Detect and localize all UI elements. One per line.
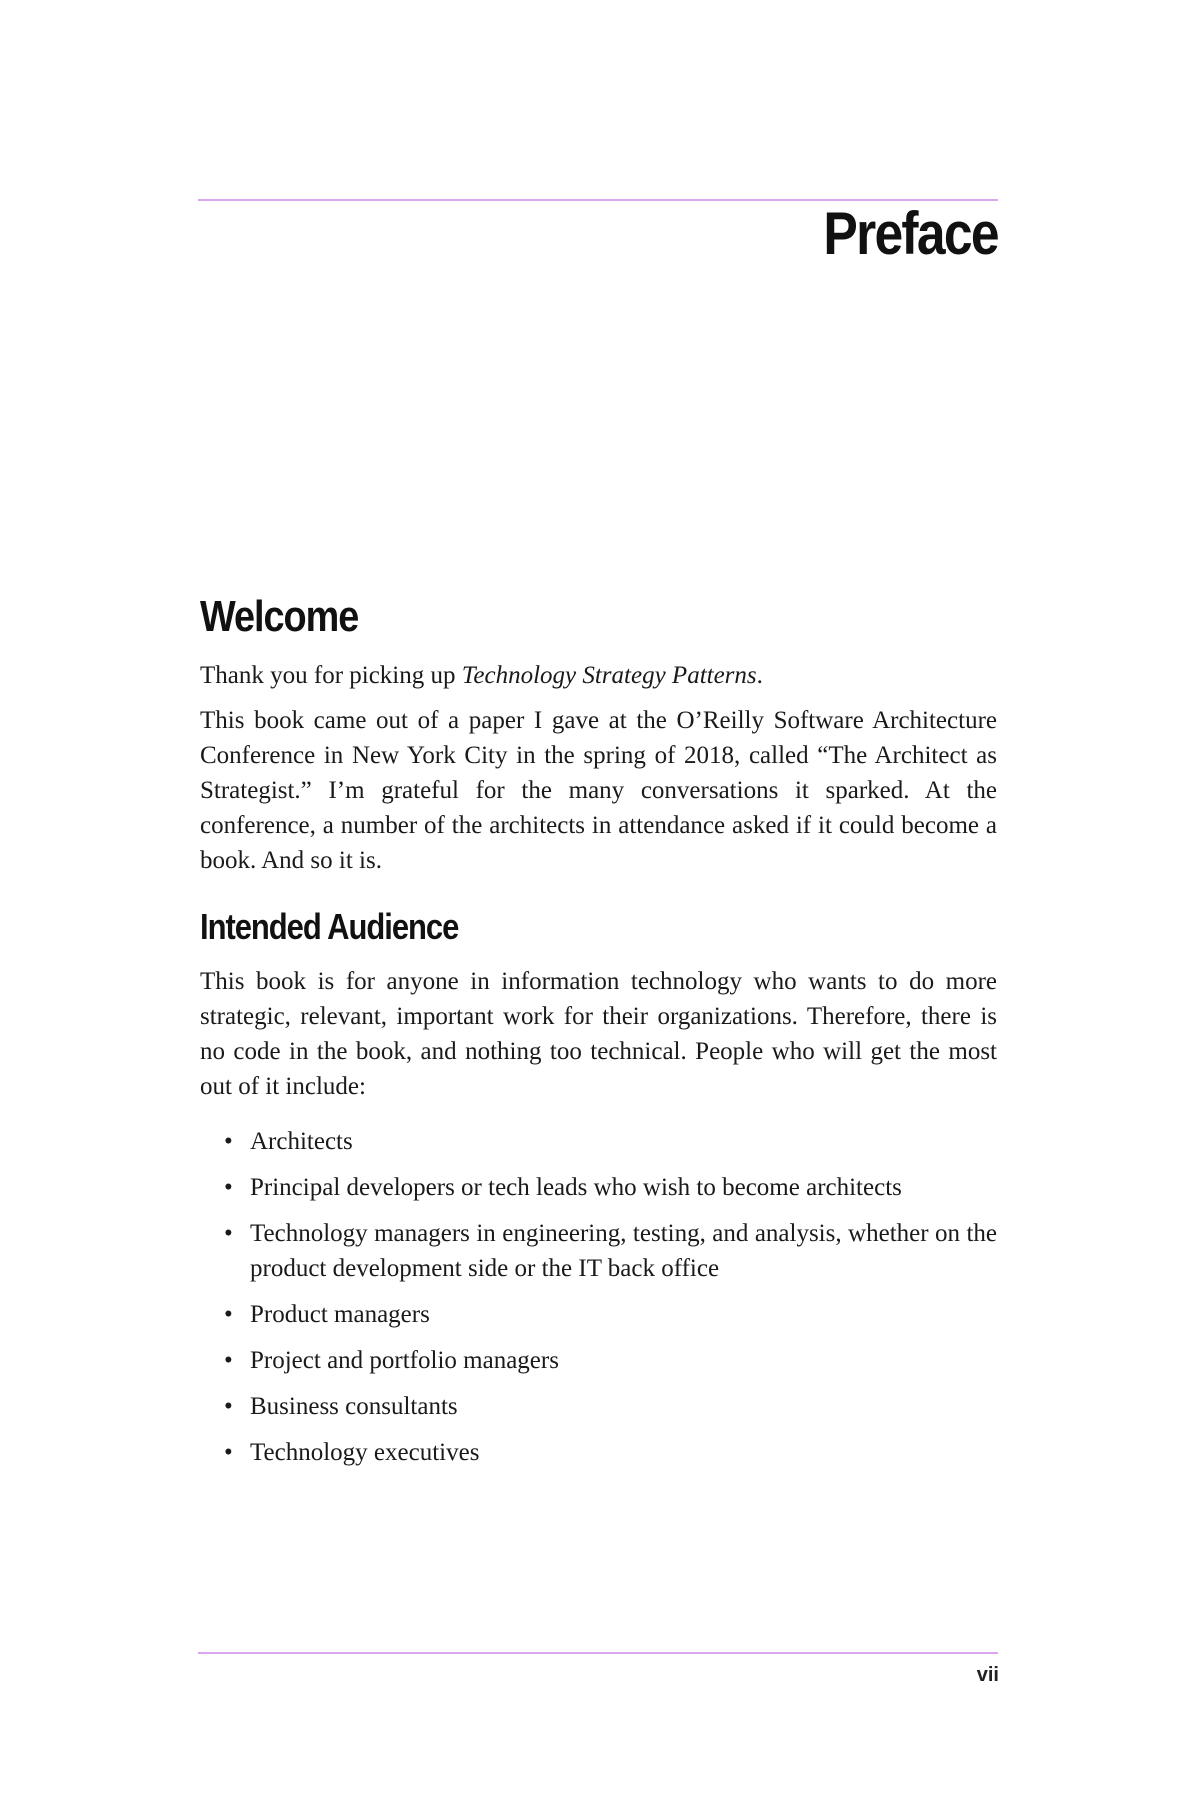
bullet-icon: • — [224, 1220, 233, 1247]
welcome-paragraph: This book came out of a paper I gave at the O’Reilly Software Architecture Conference in New York City in the spring of 2018, called “The Architect as Strategist.” I’m grateful for the many conversations it sparked. At the conference, a number of the architects in attendance asked if it could become a book. And so it is. — [200, 707, 997, 874]
audience-paragraph: This book is for anyone in information technology who wants to do more strategic, relevant, important work for their organizations. Therefore, there is no code in the book, and nothing too technical. People who will get the most out of it include: — [200, 968, 997, 1100]
page-number: vii — [976, 1664, 999, 1686]
list-item-text: Principal developers or tech leads who wish to become architects — [250, 1174, 902, 1201]
book-title: Technology Strategy Patterns — [461, 662, 757, 689]
bullet-icon: • — [224, 1174, 233, 1201]
list-item — [200, 1389, 997, 1424]
bullet-icon: • — [224, 1347, 233, 1374]
bullet-icon: • — [224, 1128, 233, 1155]
audience-list — [200, 1124, 997, 1470]
bullet-icon: • — [224, 1301, 233, 1328]
bullet-icon: • — [224, 1439, 233, 1466]
list-item — [200, 1216, 997, 1286]
bullet-icon: • — [224, 1393, 233, 1420]
chapter-title: Preface — [823, 200, 998, 267]
list-item-text: Technology managers in engineering, testing, and analysis, whether on the product development side or the IT back office — [250, 1220, 997, 1282]
bottom-rule — [198, 1652, 998, 1654]
list-item — [200, 1124, 997, 1159]
section-heading-welcome: Welcome — [200, 592, 359, 641]
list-item-text: Technology executives — [250, 1439, 480, 1466]
list-item-text: Product managers — [250, 1301, 430, 1328]
intro-prefix: Thank you for picking up — [200, 662, 462, 689]
intro-suffix: . — [756, 662, 763, 689]
list-item — [200, 1343, 997, 1378]
page-body — [200, 592, 997, 1481]
list-item-text: Architects — [250, 1128, 353, 1155]
welcome-intro-paragraph — [200, 658, 997, 693]
list-item — [200, 1170, 997, 1205]
list-item-text: Business consultants — [250, 1393, 458, 1420]
list-item — [200, 1297, 997, 1332]
section-heading-audience: Intended Audience — [200, 906, 459, 947]
list-item — [200, 1435, 997, 1470]
list-item-text: Project and portfolio managers — [250, 1347, 559, 1374]
